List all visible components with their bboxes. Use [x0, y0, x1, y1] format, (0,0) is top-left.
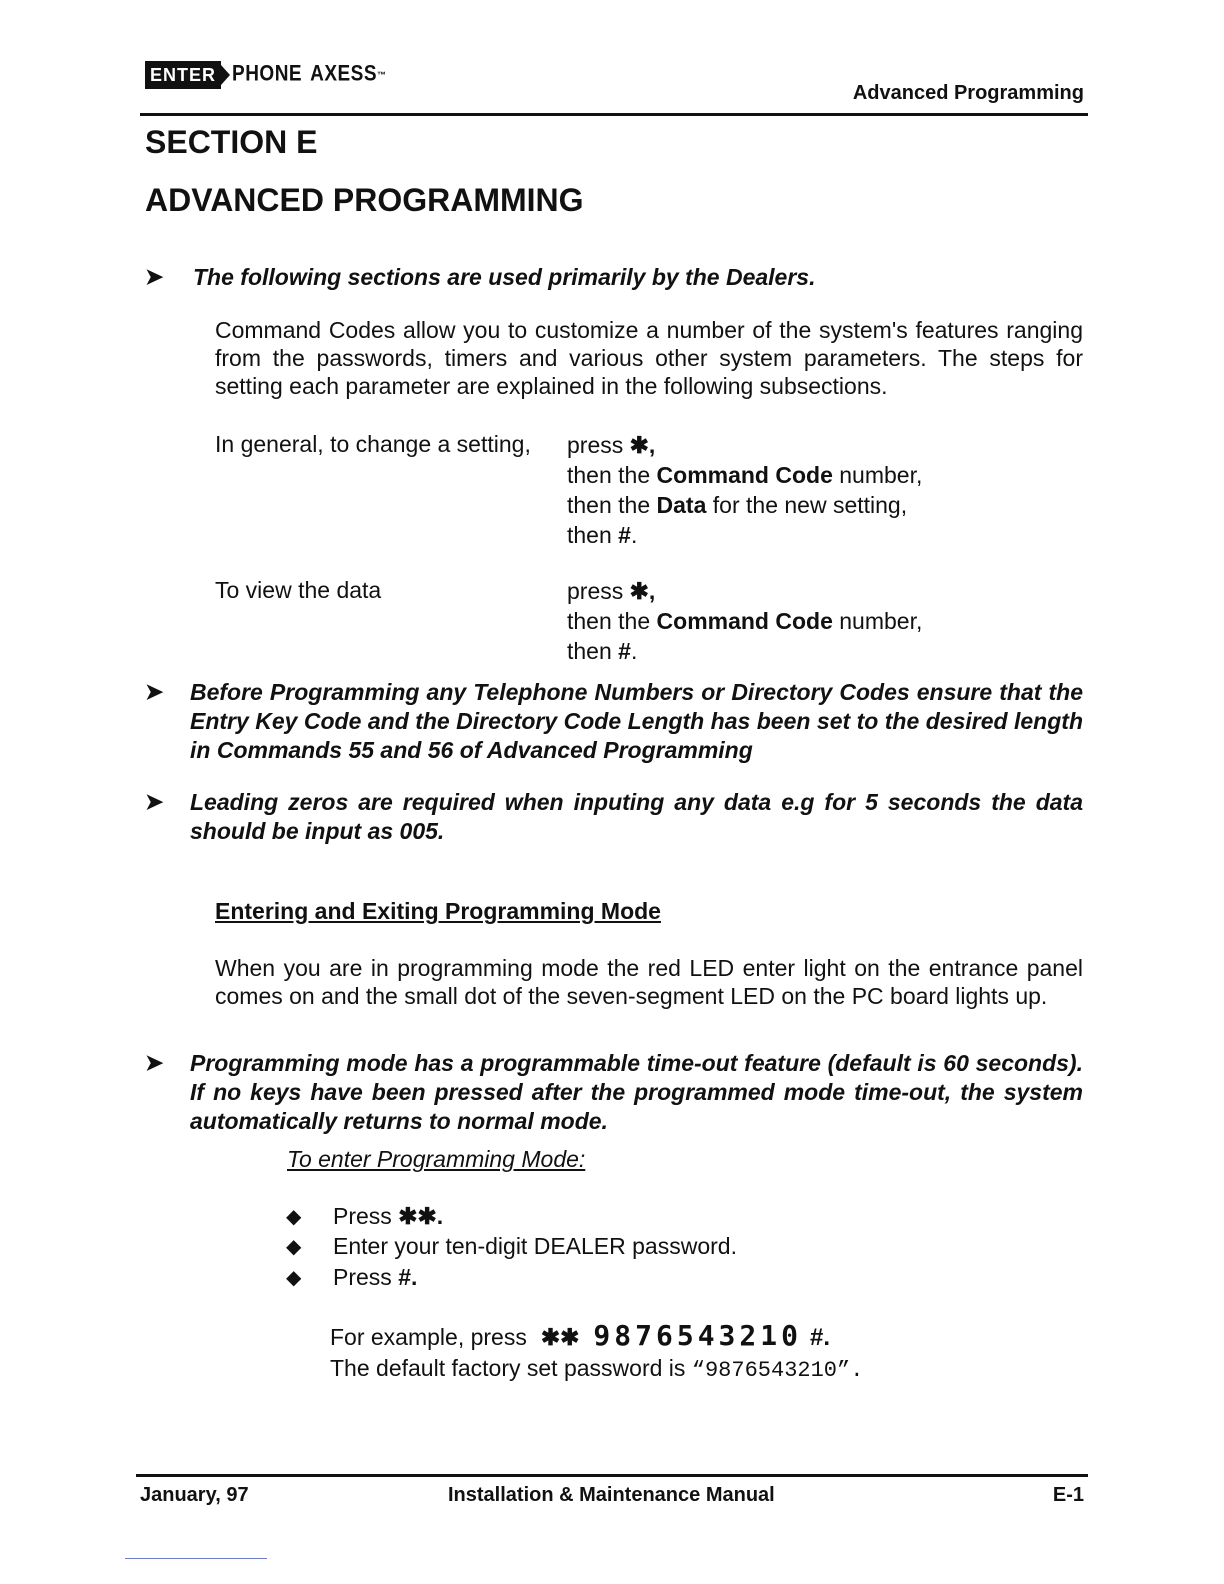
logo-enter-box: ENTER [145, 61, 221, 89]
intro-paragraph: Command Codes allow you to customize a number of the system's features ranging from the passwords, timers and various other system parameters. The steps for setting each parameter are explained in the following subsections. [215, 317, 1083, 399]
step-enter-password: Enter your ten-digit DEALER password. [333, 1233, 737, 1259]
step-press-hash [333, 1263, 417, 1291]
footer-date: January, 97 [140, 1484, 249, 1506]
press-text: press [567, 578, 624, 604]
data-term: Data [656, 492, 707, 518]
star-star-key: ✱✱. [398, 1203, 444, 1229]
example-hash: #. [809, 1324, 830, 1351]
footer-manual-title: Installation & Maintenance Manual [448, 1484, 775, 1506]
default-text: The default factory set password is [330, 1355, 686, 1381]
change-setting-label: In general, to change a setting, [215, 431, 531, 457]
section-label: SECTION E [145, 124, 318, 160]
then-the-text: then the [567, 608, 651, 634]
logo-phone: PHONE [232, 62, 303, 87]
change-setting-steps [567, 430, 922, 550]
diamond-bullet-icon: ◆ [286, 1236, 302, 1258]
note-dealers: The following sections are used primarily by the Dealers. [193, 264, 816, 290]
example-digits: 9876543210 [593, 1319, 802, 1352]
example-stars: ✱✱ [540, 1324, 580, 1350]
view-data-label: To view the data [215, 577, 382, 603]
logo-arrow-icon [221, 65, 230, 85]
default-password: “9876543210”. [691, 1358, 864, 1383]
scan-artifact-line [125, 1558, 267, 1559]
header-section-name: Advanced Programming [852, 82, 1084, 104]
step-text: Press [333, 1203, 392, 1229]
number-text: number, [839, 462, 923, 488]
note-leading-zeros: Leading zeros are required when inputing any data e.g for 5 seconds the data should be input as 005. [190, 789, 1083, 844]
view-data-steps [567, 576, 922, 666]
star-key: ✱, [629, 432, 656, 458]
note-timeout: Programming mode has a programmable time-out feature (default is 60 seconds). If no keys have been pressed after the programmed mode time-out, the system automatically returns to normal mode. [190, 1050, 1083, 1134]
step-press-stars [333, 1202, 443, 1230]
default-password-line [330, 1354, 863, 1385]
new-setting-text: for the new setting, [712, 492, 908, 518]
hash-key: # [618, 522, 631, 548]
hash-key: # [618, 638, 631, 664]
page-title: ADVANCED PROGRAMMING [145, 182, 584, 218]
logo-trademark: ™ [377, 70, 387, 80]
note-entry-key-code: Before Programming any Telephone Numbers or Directory Codes ensure that the Entry Key Code and the Directory Code Length has been set to the desired length in Commands 55 and 56 of Advanced Programming [190, 679, 1083, 763]
step-text: Press [333, 1264, 392, 1290]
arrow-bullet-icon: ➤ [145, 264, 164, 289]
footer-rule [136, 1474, 1088, 1477]
star-key: ✱, [629, 578, 656, 604]
logo-axess: AXESS [310, 62, 378, 87]
then-the-text: then the [567, 462, 651, 488]
diamond-bullet-icon: ◆ [286, 1267, 302, 1289]
period: . [630, 638, 638, 664]
number-text: number, [839, 608, 923, 634]
example-line [330, 1319, 830, 1352]
arrow-bullet-icon: ➤ [145, 1050, 164, 1075]
period: . [630, 522, 638, 548]
then-text: then [567, 638, 612, 664]
then-the-text: then the [567, 492, 651, 518]
subheading-programming-mode: Entering and Exiting Programming Mode [215, 898, 661, 924]
arrow-bullet-icon: ➤ [145, 679, 164, 704]
press-text: press [567, 432, 624, 458]
programming-mode-paragraph: When you are in programming mode the red LED enter light on the entrance panel comes on and the small dot of the seven-segment LED on the PC board lights up. [215, 955, 1083, 1009]
command-code-term: Command Code [656, 462, 833, 488]
to-enter-heading: To enter Programming Mode: [287, 1146, 586, 1172]
header-rule [140, 113, 1088, 116]
arrow-bullet-icon: ➤ [145, 789, 164, 814]
command-code-term: Command Code [656, 608, 833, 634]
example-prefix: For example, press [330, 1324, 527, 1350]
diamond-bullet-icon: ◆ [286, 1206, 302, 1228]
footer-page-number: E-1 [1052, 1484, 1084, 1506]
then-text: then [567, 522, 612, 548]
hash-key: #. [398, 1264, 418, 1290]
brand-logo [145, 60, 386, 90]
